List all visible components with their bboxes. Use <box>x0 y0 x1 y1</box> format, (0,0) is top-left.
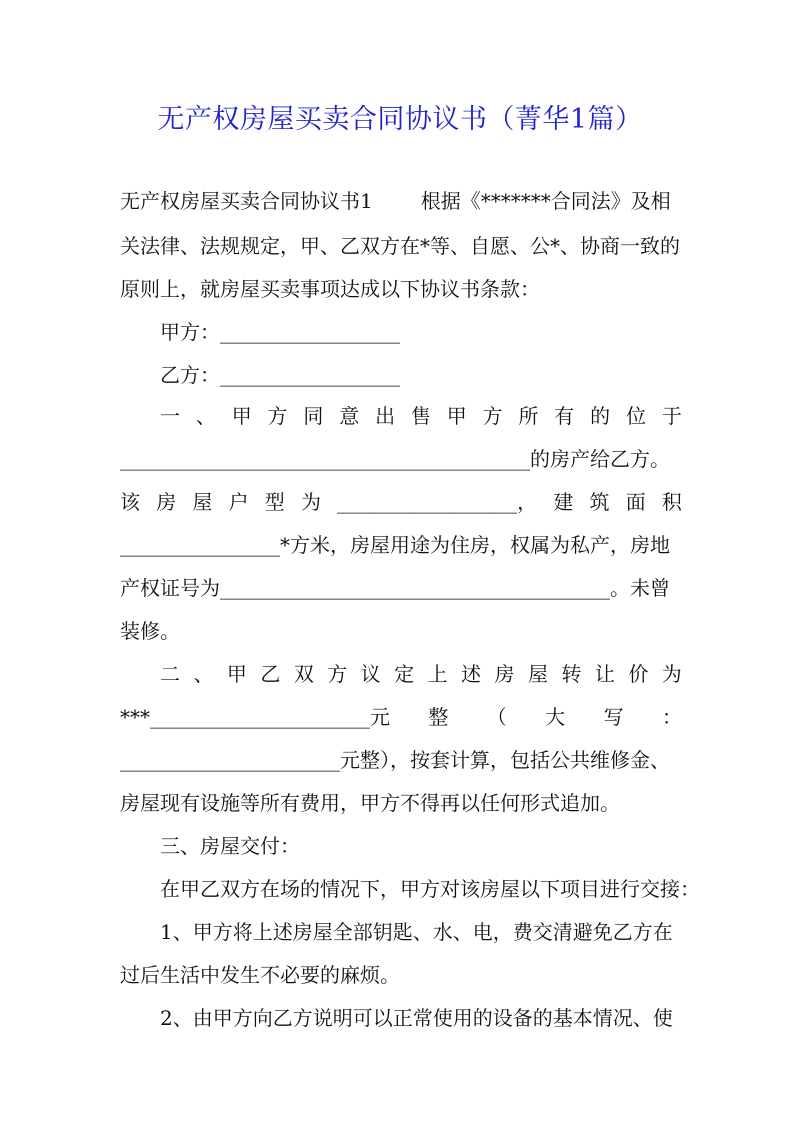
char: 上 <box>427 662 448 686</box>
party-a-line <box>160 319 682 345</box>
char: 大 <box>545 705 566 729</box>
char: 该 <box>120 490 140 514</box>
price-blank: ***______________________元 <box>120 705 390 729</box>
paragraph-line <box>120 446 682 472</box>
char: 房 <box>156 490 177 514</box>
paragraph-line <box>120 575 682 601</box>
char: 乙 <box>260 662 281 686</box>
line-text: 。未曾 <box>610 576 670 600</box>
char: 整 <box>428 705 449 729</box>
char: 方 <box>482 404 503 428</box>
party-b-line <box>160 362 682 388</box>
char: 写 <box>603 705 624 729</box>
paragraph-line: 原则上，就房屋买卖事项达成以下协议书条款： <box>120 277 540 301</box>
char: 述 <box>461 662 482 686</box>
char: 筑 <box>589 490 610 514</box>
line-text: 元整），按套计算，包括公共维修金、 <box>340 748 670 772</box>
party-b-blank: __________________ <box>220 363 400 387</box>
char: 屋 <box>527 662 548 686</box>
char: 屋 <box>192 490 213 514</box>
char: 方 <box>267 404 288 428</box>
paragraph-line: 1、甲方将上述房屋全部钥匙、水、电，费交清避免乙方在 <box>160 920 673 944</box>
char: 、 <box>193 662 214 686</box>
char: 位 <box>625 404 646 428</box>
paragraph-line: 过后生活中发生不必要的麻烦。 <box>120 963 400 987</box>
char: 面 <box>625 490 646 514</box>
clause-two-heading <box>160 661 682 687</box>
paragraph-line <box>120 704 682 730</box>
document-title: 无产权房屋买卖合同协议书（菁华1篇） <box>157 104 643 135</box>
char: 有 <box>554 404 575 428</box>
char: 积 <box>661 490 682 514</box>
char: 售 <box>410 404 431 428</box>
line-text: *方米，房屋用途为住房，权属为私产，房地 <box>280 533 670 557</box>
char: 、 <box>195 404 216 428</box>
char: （ <box>486 705 507 729</box>
line-text: 根据《*******合同法》及相 <box>420 189 671 213</box>
paragraph-line: 2、由甲方向乙方说明可以正常使用的设备的基本情况、使 <box>160 1006 673 1030</box>
paragraph-line: 在甲乙双方在场的情况下，甲方对该房屋以下项目进行交接： <box>160 877 700 901</box>
char: 议 <box>360 662 381 686</box>
char: 房 <box>494 662 515 686</box>
char: 甲 <box>226 662 247 686</box>
char: 方 <box>327 662 348 686</box>
paragraph-line <box>120 532 682 558</box>
paragraph-line <box>120 188 682 214</box>
char: 型 <box>264 490 285 514</box>
char: 的 <box>590 404 611 428</box>
paragraph-line <box>120 489 682 515</box>
char: ： <box>661 705 682 729</box>
address-blank: _________________________________________ <box>120 447 530 471</box>
char: 户 <box>228 490 249 514</box>
area-blank: ________________ <box>120 533 280 557</box>
paragraph-line: 装修。 <box>120 619 180 643</box>
char: 二 <box>160 662 180 686</box>
char: 让 <box>594 662 615 686</box>
line-text: 的房产给乙方。 <box>530 447 670 471</box>
char: 为 <box>661 662 682 686</box>
party-a-blank: __________________ <box>220 320 400 344</box>
char: 双 <box>293 662 314 686</box>
char: 为 <box>300 490 321 514</box>
line-text: 产权证号为 <box>120 576 220 600</box>
char: 甲 <box>231 404 252 428</box>
char: 价 <box>628 662 649 686</box>
char: 于 <box>661 404 682 428</box>
char: 建 <box>553 490 574 514</box>
paragraph-line: 房屋现有设施等所有费用，甲方不得再以任何形式追加。 <box>120 791 620 815</box>
char: 转 <box>561 662 582 686</box>
clause-one-heading <box>160 403 682 429</box>
section-heading: 三、房屋交付： <box>160 834 300 858</box>
party-a-label: 甲方： <box>160 320 220 344</box>
party-b-label: 乙方： <box>160 363 220 387</box>
char: 所 <box>518 404 539 428</box>
char: 同 <box>303 404 324 428</box>
paragraph-line <box>120 747 682 773</box>
certificate-blank: _______________________________________ <box>220 576 610 600</box>
char: 出 <box>375 404 396 428</box>
house-type-blank: __________________， <box>337 490 538 514</box>
char: 定 <box>394 662 415 686</box>
paragraph-line: 关法律、法规规定，甲、乙双方在*等、自愿、公*、协商一致的 <box>120 234 680 258</box>
char: 意 <box>339 404 360 428</box>
line-text: 无产权房屋买卖合同协议书1 <box>120 189 373 213</box>
char: 甲 <box>446 404 467 428</box>
char: 一 <box>160 404 180 428</box>
price-words-blank: ______________________ <box>120 748 340 772</box>
